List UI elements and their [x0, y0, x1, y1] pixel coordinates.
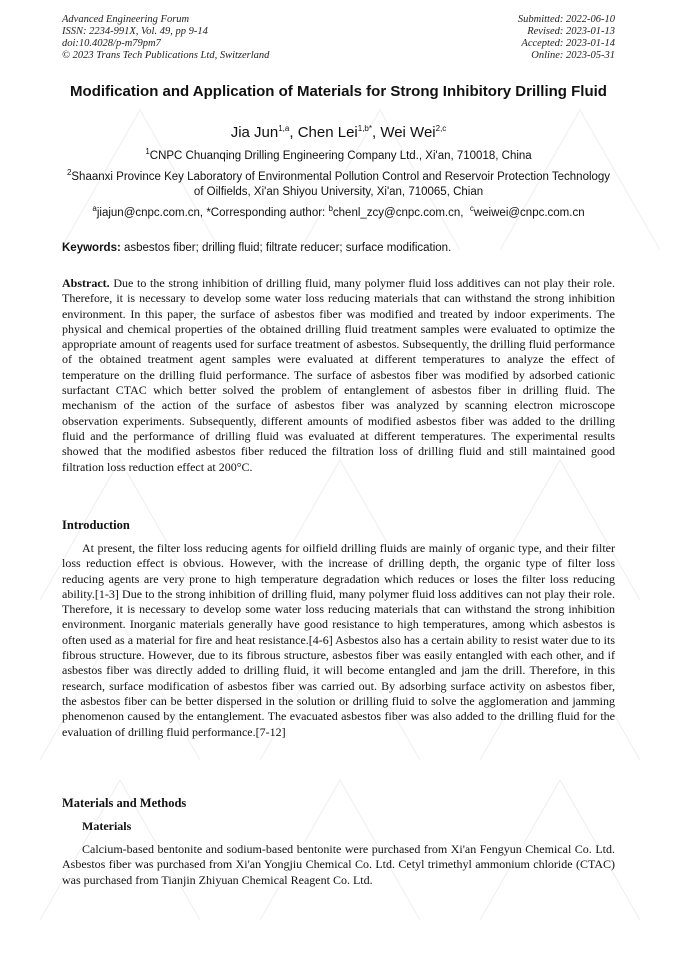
affiliation-2 — [62, 170, 615, 200]
date-online: Online: 2023-05-31 — [531, 50, 615, 61]
keywords-text: asbestos fiber; drilling fluid; filtrate reducer; surface modification. — [124, 242, 452, 254]
journal-info — [62, 14, 269, 62]
materials-text: Calcium-based bentonite and sodium-based bentonite were purchased from Xi'an Fengyun Chemical Co. Ltd. Asbestos fiber was purchased from Xi'an Yongjiu Chemical Co. Ltd. Cetyl trimethyl ammonium chloride (CTAC) was purchased from Tianjin Zhiyuan Chemical Reagent Co. Ltd. — [62, 842, 615, 887]
journal-name: Advanced Engineering Forum — [62, 14, 190, 25]
abstract — [62, 276, 615, 475]
date-revised: Revised: 2023-01-13 — [527, 26, 615, 37]
email-a-link[interactable]: jiajun@cnpc.com.cn, — [96, 207, 204, 219]
keywords — [62, 241, 615, 256]
journal-doi[interactable]: doi:10.4028/p-m79pm7 — [62, 38, 161, 49]
affiliation-text: CNPC Chuanqing Drilling Engineering Company Ltd., Xi'an, 710018, China — [149, 150, 532, 162]
email-sup: b — [328, 204, 333, 214]
affiliation-sup: 1 — [145, 147, 150, 157]
affiliation-1 — [62, 149, 615, 164]
author-sup: 1,b* — [357, 124, 372, 133]
author-list: Jia Jun$^{1,a}$, Chen Lei$^{1,b*}$, Wei Wei$^{2,c}$ — [230, 124, 447, 141]
corresponding-label: *Corresponding author: — [206, 207, 326, 219]
affiliation-text: Shaanxi Province Key Laboratory of Environmental Pollution Control and Reservoir Protection Technology of Oilfields, Xi'an Shiyou University, Xi'an, 710065, Chian — [71, 171, 611, 198]
journal-issn: ISSN: 2234-991X, Vol. 49, pp 9-14 — [62, 26, 208, 37]
email-sup: c — [469, 204, 474, 214]
email-sup: a — [92, 204, 97, 214]
author-sup: 1,a — [278, 124, 290, 133]
affiliation-sup: 2 — [66, 168, 72, 178]
date-submitted: Submitted: 2022-06-10 — [517, 14, 615, 25]
email-b-link[interactable]: chenl_zcy@cnpc.com.cn, — [332, 207, 464, 219]
introduction-text: At present, the filter loss reducing agents for oilfield drilling fluids are mainly of organic type, and their filter loss reduction effect is obvious. However, with the increase of drilling depth, the organic type of filter loss reducing agents are very prone to high temperature degradation which reduces or loses the filter loss reducing ability.[1-3] Due to the strong inhibition of drilling fluid, many polymer fluid loss additives can not play their role. Therefore, it is necessary to develop some water loss reducing materials that can withstand the strong inhibition environment. Inorganic materials generally have good resistance to high temperatures, among which asbestos is often used as a material for fire and heat resistance.[4-6] Asbestos also has a certain ability to resist water due to its fibrous structure. However, due to its fibrous structure, asbestos fiber was easily entangled with each other, and if asbestos fiber was directly added to drilling fluid, it will become entangled and jam the drill. Therefore, in this research, surface modification of asbestos fiber was carried out. By adsorbing surface activity on asbestos fiber, the asbestos fiber can be better dispersed in the solution or drilling fluid to solve the agglomeration and jamming phenomenon caused by the entanglement. The evacuated asbestos fiber was also added to the drilling fluid for the evaluation of drilling fluid performance.[7-12] — [62, 541, 615, 739]
paper-title: Modification and Application of Materials for Strong Inhibitory Drilling Fluid — [70, 83, 607, 100]
author-name: Jia Jun — [230, 124, 279, 141]
introduction-heading: Introduction — [62, 518, 130, 532]
journal-copyright: © 2023 Trans Tech Publications Ltd, Switzerland — [62, 50, 270, 61]
author-name: Wei Wei — [380, 124, 436, 141]
keywords-label: Keywords: — [62, 242, 121, 254]
author-sup: 2,c — [435, 124, 447, 133]
methods-heading: Materials and Methods — [62, 796, 187, 810]
date-accepted: Accepted: 2023-01-14 — [521, 38, 615, 49]
materials-subheading: Materials — [82, 819, 132, 833]
abstract-label: Abstract. — [62, 276, 110, 290]
publication-dates — [518, 14, 615, 62]
abstract-text: Due to the strong inhibition of drilling fluid, many polymer fluid loss additives can not play their role. Therefore, it is necessary to develop some water loss reducing materials that can withstand the strong inhibition environment. In this paper, the surface of asbestos fiber was modified and treated by indoor experiments. The physical and chemical properties of the obtained drilling fluid treatment samples were evaluated to optimize the appropriate amount of reagents used for surface treatment of asbestos. Subsequently, the drilling fluid performance of the obtained treatment agent samples were evaluated at different temperatures to analyze the effect of temperature on the drilling fluid performance. The surface of asbestos fiber was modified by adsorbed cationic surfactant CTAC which better solved the problem of entanglement of asbestos fiber in drilling fluid. The mechanism of the action of the surface of asbestos fiber was analyzed by scanning electron microscope observation experiments. Subsequently, different amounts of modified asbestos fiber was added to the drilling fluid and the performance of drilling fluid was evaluated at different temperatures. The experimental results showed that the modified asbestos fiber reduced the filtration loss of drilling fluid and still maintained good filtration loss reduction effect at 200°C. — [62, 276, 615, 474]
author-name: Chen Lei — [297, 124, 358, 141]
email-list — [62, 206, 615, 221]
email-c-link[interactable]: weiwei@cnpc.com.cn — [473, 207, 585, 219]
